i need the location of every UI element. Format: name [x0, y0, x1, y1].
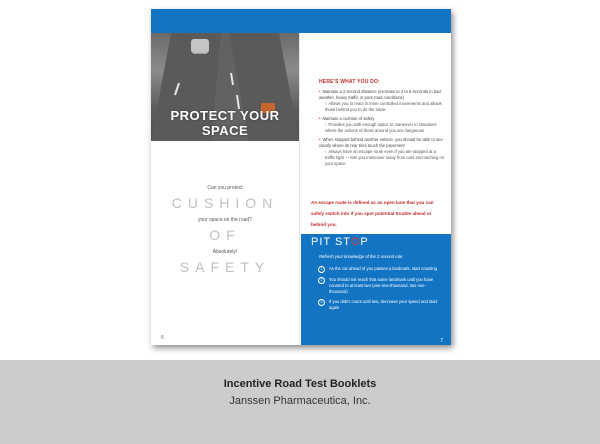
tip-item [319, 116, 445, 134]
step-number: 2 [318, 277, 325, 284]
arrow-icon: › [325, 122, 327, 127]
left-line-1: Can you protect [207, 185, 243, 191]
tip-subpoint [319, 149, 445, 167]
left-line-2: your space on the road? [198, 217, 252, 223]
left-page [151, 141, 299, 345]
step-text: As the car ahead of you passes a landmark, start counting [329, 266, 438, 271]
bullet-icon: • [319, 116, 321, 121]
left-page-number: 6 [161, 335, 164, 341]
pit-stop-title-part: PIT ST [311, 236, 351, 248]
tips-list [319, 89, 445, 170]
pit-stop-box [301, 234, 451, 345]
road-photo [151, 33, 299, 141]
step-text: You should not reach that same landmark until you have counted to at least two (one-one-thousand, two one-thousand) [329, 277, 434, 294]
escape-route-note: An escape route is defined as an open lane that you can safely switch into if you spot potential trouble ahead or behind you. [311, 200, 434, 227]
pit-stop-title [311, 236, 369, 248]
tip-subpoint-text: Always have an escape route even if you are stopped at a traffic light — lets you maneuver away from cars encroaching on your space [325, 149, 445, 166]
left-word-of: OF [209, 227, 241, 243]
caption-band [0, 360, 600, 444]
pit-stop-step [318, 299, 442, 311]
bullet-icon: • [319, 89, 321, 94]
tip-subpoint [319, 122, 445, 134]
tip-text: Maintain a 2 second distance (increase to 4 to 6 seconds in bad weather, heavy traffic or poor road conditions) [319, 89, 441, 100]
pit-stop-subtitle: Refresh your knowledge of the 2 second rule: [319, 254, 404, 259]
left-line-3: Absolutely! [212, 249, 238, 255]
step-text: If you didn't count until two, decrease your speed and start again [329, 299, 438, 310]
section-heading: HERE'S WHAT YOU DO: [319, 79, 380, 85]
pit-stop-step [318, 277, 442, 295]
tip-item [319, 137, 445, 167]
right-page-number: 7 [440, 338, 443, 344]
step-number: 3 [318, 299, 325, 306]
booklet-spread [151, 9, 451, 345]
tip-subpoint [319, 101, 445, 113]
arrow-icon: › [325, 101, 327, 106]
tip-subpoint-text: Allows you to react in more controlled movements and allows those behind you to do the same [325, 101, 442, 112]
tip-subpoint-text: Provides you with enough space to maneuver in situations where the actions of those around you are dangerous [325, 122, 437, 133]
tip-text: Maintain a cushion of safety [322, 116, 375, 121]
left-word-cushion: CUSHION [171, 195, 279, 211]
left-word-safety: SAFETY [179, 259, 271, 275]
pit-stop-step [318, 266, 442, 273]
photo-title: PROTECT YOUR SPACE [170, 108, 280, 138]
pit-stop-title-part: P [360, 236, 369, 248]
page-fold [299, 33, 300, 345]
top-blue-band [151, 9, 451, 33]
tip-item [319, 89, 445, 113]
tip-text: When stopped behind another vehicle, you should be able to see clearly where its rear tires touch the pavement [319, 137, 443, 148]
arrow-icon: › [325, 149, 327, 154]
caption-client: Janssen Pharmaceutica, Inc. [229, 395, 371, 407]
bullet-icon: • [319, 137, 321, 142]
caption-title: Incentive Road Test Booklets [223, 378, 377, 390]
pit-stop-steps [318, 266, 442, 315]
step-number: 1 [318, 266, 325, 273]
right-page [301, 33, 451, 345]
pit-stop-title-accent: O [350, 236, 361, 248]
